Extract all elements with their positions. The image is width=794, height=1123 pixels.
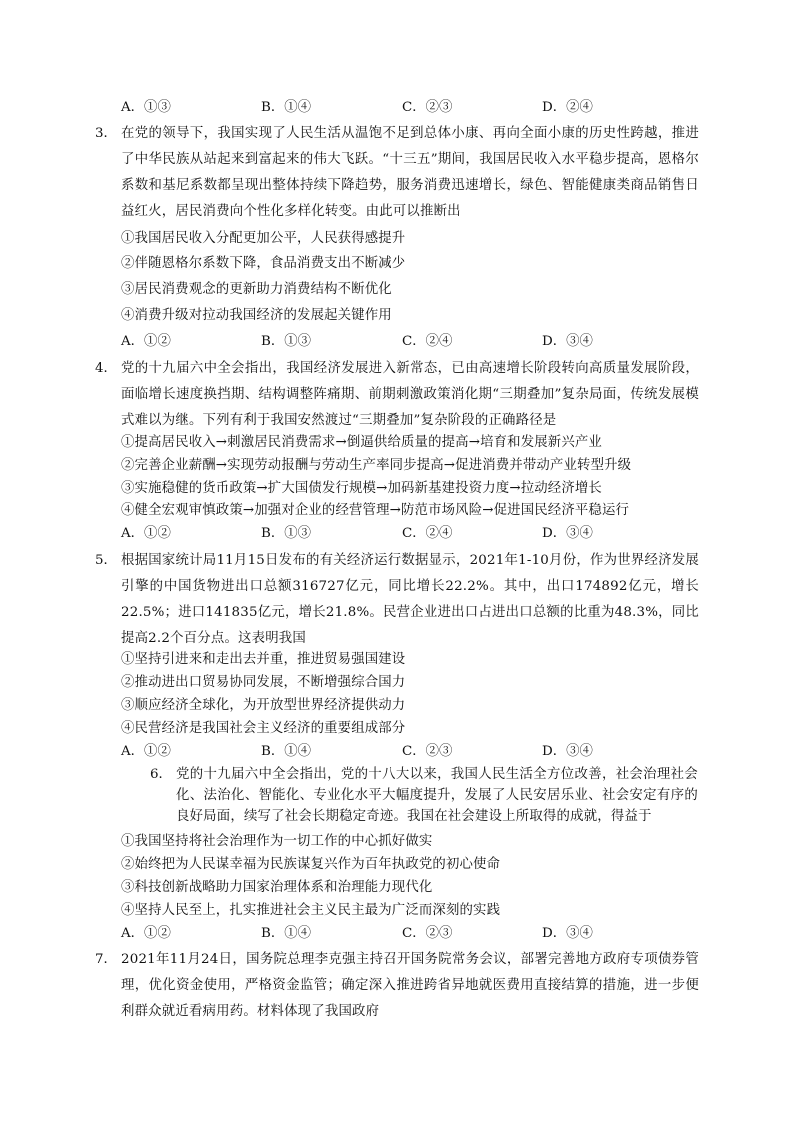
choice-item: ③居民消费观念的更新助力消费结构不断优化: [121, 282, 392, 297]
option-b: B．①④: [261, 926, 312, 941]
choice-item: ③科技创新战略助力国家治理体系和治理能力现代化: [121, 880, 433, 895]
choice-item: ④民营经济是我国社会主义经济的重要组成部分: [121, 721, 406, 736]
option-c: C．②④: [402, 334, 453, 349]
q5-options: [121, 742, 681, 762]
option-a: A．①②: [121, 926, 171, 941]
choice-item: ④消费升级对拉动我国经济的发展起关键作用: [121, 308, 392, 323]
q3-options: [121, 332, 681, 352]
q6-options: [121, 924, 681, 944]
choice-item: ①坚持引进来和走出去并重，推进贸易强国建设: [121, 652, 406, 667]
choice-item: ②推动进出口贸易协同发展，不断增强综合国力: [121, 675, 406, 690]
option-b: B．①④: [261, 744, 312, 759]
option-b: B．①③: [261, 334, 312, 349]
question-stem: 2021年11月24日，国务院总理李克强主持召开国务院常务会议，部署完善地方政府专项债券管理，优化资金使用，严格资金监管；确定深入推进跨省异地就医费用直接结算的措施，进一步便利群众就近看病用药。材料体现了我国政府: [121, 952, 699, 1019]
question-stem: 党的十九届六中全会指出，党的十八大以来，我国人民生活全方位改善，社会治理社会化、法治化、智能化、专业化水平大幅度提升，发展了人民安居乐业、社会安定有序的良好局面，续写了社会长期稳定奇迹。我国在社会建设上所取得的成就，得益于: [176, 767, 698, 824]
question-number: 3．: [95, 126, 117, 141]
choice-item: ①提高居民收入→刺激居民消费需求→倒逼供给质量的提高→培育和发展新兴产业: [121, 435, 602, 450]
option-b: B．①④: [261, 100, 312, 115]
choice-item: ②伴随恩格尔系数下降，食品消费支出不断减少: [121, 256, 406, 271]
q4-options: [121, 524, 681, 544]
option-d: D．③④: [542, 334, 593, 349]
question-number: 6．: [150, 767, 172, 782]
question-number: 5．: [95, 553, 117, 568]
option-d: D．③④: [542, 926, 593, 941]
option-c: C．②③: [402, 926, 453, 941]
option-a: A．①②: [121, 526, 171, 541]
choice-item: ③实施稳健的货币政策→扩大国债发行规模→加码新基建投资力度→拉动经济增长: [121, 481, 602, 496]
question-stem: 根据国家统计局11月15日发布的有关经济运行数据显示，2021年1-10月份，作为世界经济发展引擎的中国货物进出口总额316727亿元，同比增长22.2%。其中，出口174892亿元，增长22.5%；进口141835亿元，增长21.8%。民营企业进出口占进出口总额的比重为48.3%，同比提高2.2个百分点。这表明我国: [121, 553, 699, 646]
option-a: A．①②: [121, 744, 171, 759]
q2-options: [121, 98, 681, 118]
option-c: C．②③: [402, 744, 453, 759]
option-a: A．①②: [121, 334, 171, 349]
choice-item: ④坚持人民至上，扎实推进社会主义民主最为广泛而深刻的实践: [121, 903, 501, 918]
question-number: 7．: [95, 952, 117, 967]
question-stem: 在党的领导下，我国实现了人民生活从温饱不足到总体小康、再向全面小康的历史性跨越，推进了中华民族从站起来到富起来的伟大飞跃。“十三五”期间，我国居民收入水平稳步提高，恩格尔系数和基尼系数都呈现出整体持续下降趋势，服务消费迅速增长，绿色、智能健康类商品销售日益红火，居民消费向个性化多样化转变。由此可以推断出: [121, 126, 699, 219]
question-stem: 党的十九届六中全会指出，我国经济发展进入新常态，已由高速增长阶段转向高质量发展阶段，面临增长速度换挡期、结构调整阵痛期、前期刺激政策消化期“三期叠加”复杂局面，传统发展模式难以为继。下列有利于我国安然渡过“三期叠加”复杂阶段的正确路径是: [121, 361, 699, 428]
option-d: D．③④: [542, 526, 593, 541]
choice-item: ①我国居民收入分配更加公平，人民获得感提升: [121, 231, 406, 246]
choice-item: ④健全宏观审慎政策→加强对企业的经营管理→防范市场风险→促进国民经济平稳运行: [121, 503, 630, 518]
choice-item: ③顺应经济全球化，为开放型世界经济提供动力: [121, 698, 406, 713]
choice-item: ②完善企业薪酬→实现劳动报酬与劳动生产率同步提高→促进消费并带动产业转型升级: [121, 458, 632, 473]
option-d: D．③④: [542, 744, 593, 759]
option-d: D．②④: [542, 100, 593, 115]
option-a: A．①③: [121, 100, 171, 115]
question-number: 4．: [95, 361, 117, 376]
option-b: B．①③: [261, 526, 312, 541]
choice-item: ①我国坚持将社会治理作为一切工作的中心抓好做实: [121, 834, 433, 849]
choice-item: ②始终把为人民谋幸福为民族谋复兴作为百年执政党的初心使命: [121, 857, 501, 872]
option-c: C．②④: [402, 526, 453, 541]
option-c: C．②③: [402, 100, 453, 115]
